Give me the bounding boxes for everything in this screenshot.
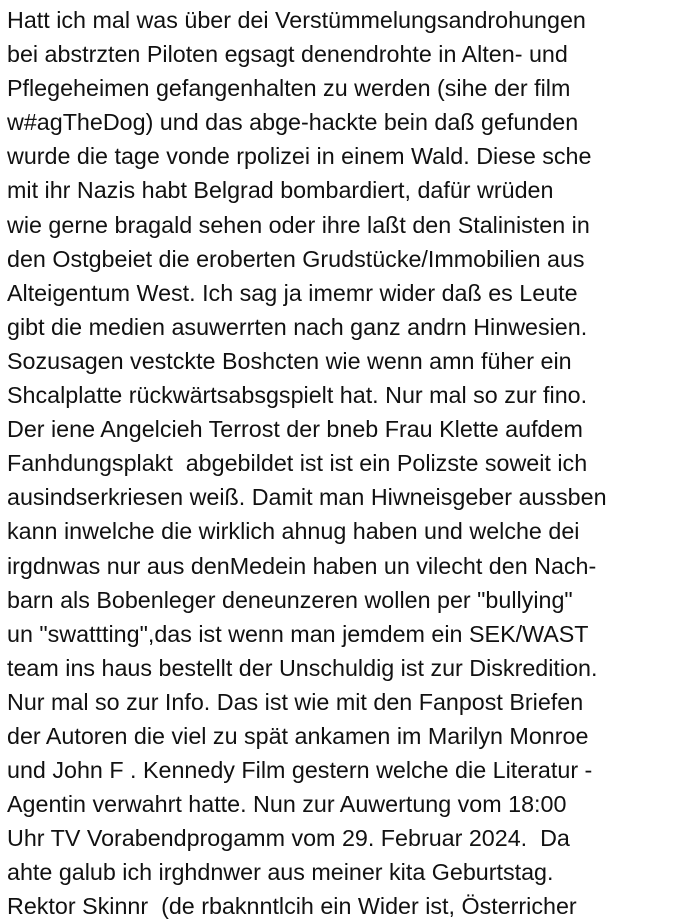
- text-line: Uhr TV Vorabendprogamm vom 29. Februar 2024. Da: [7, 825, 570, 852]
- text-line: Agentin verwahrt hatte. Nun zur Auwertung vom 18:00: [7, 791, 567, 818]
- text-line: und John F . Kennedy Film gestern welche die Literatur -: [7, 757, 593, 784]
- text-line: Fanhdungsplakt abgebildet ist ist ein Polizste soweit ich: [7, 450, 588, 477]
- text-line: irgdnwas nur aus denMedein haben un vilecht den Nach-: [7, 552, 597, 579]
- text-line: Pflegeheimen gefangenhalten zu werden (sihe der film: [7, 75, 571, 102]
- text-line: Der iene Angelcieh Terrost der bneb Frau Klette aufdem: [7, 416, 583, 443]
- text-line: un "swattting",das ist wenn man jemdem ein SEK/WAST: [7, 620, 589, 647]
- text-line: Nur mal so zur Info. Das ist wie mit den Fanpost Briefen: [7, 688, 584, 715]
- text-line: barn als Bobenleger deneunzeren wollen per "bullying": [7, 586, 573, 613]
- document-body-text: [7, 3, 682, 920]
- text-line: gibt die medien asuwerrten nach ganz andrn Hinwesien.: [7, 313, 588, 340]
- text-line: Shcalplatte rückwärtsabsgspielt hat. Nur mal so zur fino.: [7, 382, 588, 409]
- text-line: Alteigentum West. Ich sag ja imemr wider daß es Leute: [7, 279, 578, 306]
- text-line: wie gerne bragald sehen oder ihre laßt den Stalinisten in: [7, 211, 590, 238]
- text-line: wurde die tage vonde rpolizei in einem Wald. Diese sche: [7, 143, 592, 170]
- text-line: den Ostgbeiet die eroberten Grudstücke/Immobilien aus: [7, 245, 585, 272]
- text-line: der Autoren die viel zu spät ankamen im Marilyn Monroe: [7, 722, 589, 749]
- text-line: team ins haus bestellt der Unschuldig ist zur Diskredition.: [7, 654, 598, 681]
- text-line: bei abstrzten Piloten egsagt denendrohte in Alten- und: [7, 41, 568, 68]
- text-line: ausindserkriesen weiß. Damit man Hiwneisgeber aussben: [7, 484, 607, 511]
- text-line: kann inwelche die wirklich ahnug haben und welche dei: [7, 518, 580, 545]
- text-line: mit ihr Nazis habt Belgrad bombardiert, dafür wrüden: [7, 177, 554, 204]
- text-line: w#agTheDog) und das abge-hackte bein daß gefunden: [7, 109, 579, 136]
- text-line: Rektor Skinnr (de rbaknntlcih ein Wider ist, Österricher: [7, 893, 577, 920]
- text-line: Hatt ich mal was über dei Verstümmelungsandrohungen: [7, 7, 586, 33]
- text-line: Sozusagen vestckte Boshcten wie wenn amn füher ein: [7, 347, 572, 374]
- text-line: ahte galub ich irghdnwer aus meiner kita Geburtstag.: [7, 859, 554, 886]
